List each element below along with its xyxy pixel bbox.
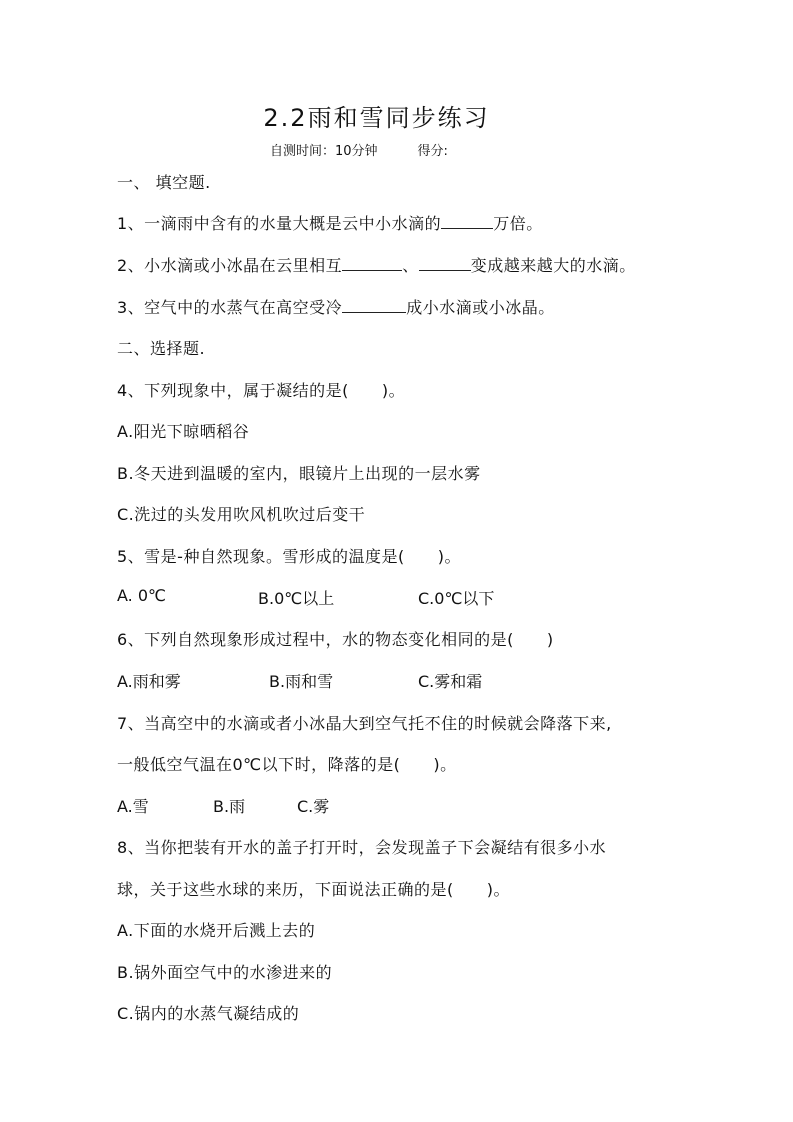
q4-option-c[interactable]: C.洗过的头发用吹风机吹过后变干 bbox=[117, 505, 366, 524]
q6-option-c[interactable]: C.雾和霜 bbox=[418, 672, 483, 691]
q1-text: 1、一滴雨中含有的水量大概是云中小水滴的 bbox=[117, 214, 442, 233]
q2-blank-1[interactable] bbox=[342, 254, 402, 271]
question-2 bbox=[117, 253, 636, 276]
q6-option-a[interactable]: A.雨和雾 bbox=[117, 672, 181, 691]
q1-blank[interactable] bbox=[441, 212, 493, 229]
q5-option-c[interactable]: C.0℃以下 bbox=[418, 589, 495, 608]
meta-line bbox=[270, 140, 448, 159]
page-title: 2.2雨和雪同步练习 bbox=[263, 104, 490, 132]
q8-option-c[interactable]: C.锅内的水蒸气凝结成的 bbox=[117, 1004, 300, 1023]
test-time: 自测时间：10分钟 bbox=[270, 144, 378, 159]
q2-text: 2、小水滴或小冰晶在云里相互 bbox=[117, 256, 343, 275]
q8-option-a[interactable]: A.下面的水烧开后溅上去的 bbox=[117, 921, 316, 940]
question-5: 5、雪是-种自然现象。雪形成的温度是( )。 bbox=[117, 547, 461, 566]
q3-text: 3、空气中的水蒸气在高空受冷 bbox=[117, 298, 343, 317]
question-1 bbox=[117, 211, 543, 234]
question-8-line-1: 8、当你把装有开水的盖子打开时，会发现盖子下会凝结有很多小水 bbox=[117, 838, 607, 857]
q1-text-end: 万倍。 bbox=[493, 214, 543, 233]
q4-option-a[interactable]: A.阳光下晾晒稻谷 bbox=[117, 422, 250, 441]
q2-text-end: 变成越来越大的水滴。 bbox=[470, 256, 636, 275]
question-7-line-1: 7、当高空中的水滴或者小冰晶大到空气托不住的时候就会降落下来, bbox=[117, 714, 612, 733]
q2-sep: 、 bbox=[402, 256, 419, 275]
question-3 bbox=[117, 295, 555, 318]
section-fill-blank: 一、 填空题. bbox=[117, 173, 211, 192]
q7-option-c[interactable]: C.雾 bbox=[297, 797, 330, 816]
q2-blank-2[interactable] bbox=[419, 254, 471, 271]
question-7-line-2: 一般低空气温在0℃以下时，降落的是( )。 bbox=[117, 755, 457, 774]
question-6: 6、下列自然现象形成过程中，水的物态变化相同的是( ) bbox=[117, 630, 554, 649]
q5-option-b[interactable]: B.0℃以上 bbox=[258, 589, 335, 608]
section-choice: 二、选择题. bbox=[117, 339, 206, 358]
q7-option-b[interactable]: B.雨 bbox=[213, 797, 246, 816]
question-4: 4、下列现象中，属于凝结的是( )。 bbox=[117, 381, 406, 400]
q5-option-a[interactable]: A. 0℃ bbox=[117, 586, 166, 605]
q3-blank[interactable] bbox=[342, 296, 406, 313]
q8-option-b[interactable]: B.锅外面空气中的水渗进来的 bbox=[117, 963, 333, 982]
q4-option-b[interactable]: B.冬天进到温暖的室内，眼镜片上出现的一层水雾 bbox=[117, 464, 481, 483]
score-label: 得分: bbox=[417, 144, 448, 159]
question-8-line-2: 球，关于这些水球的来历，下面说法正确的是( )。 bbox=[117, 880, 510, 899]
q3-text-end: 成小水滴或小冰晶。 bbox=[406, 298, 555, 317]
q7-option-a[interactable]: A.雪 bbox=[117, 797, 149, 816]
q6-option-b[interactable]: B.雨和雪 bbox=[269, 672, 334, 691]
